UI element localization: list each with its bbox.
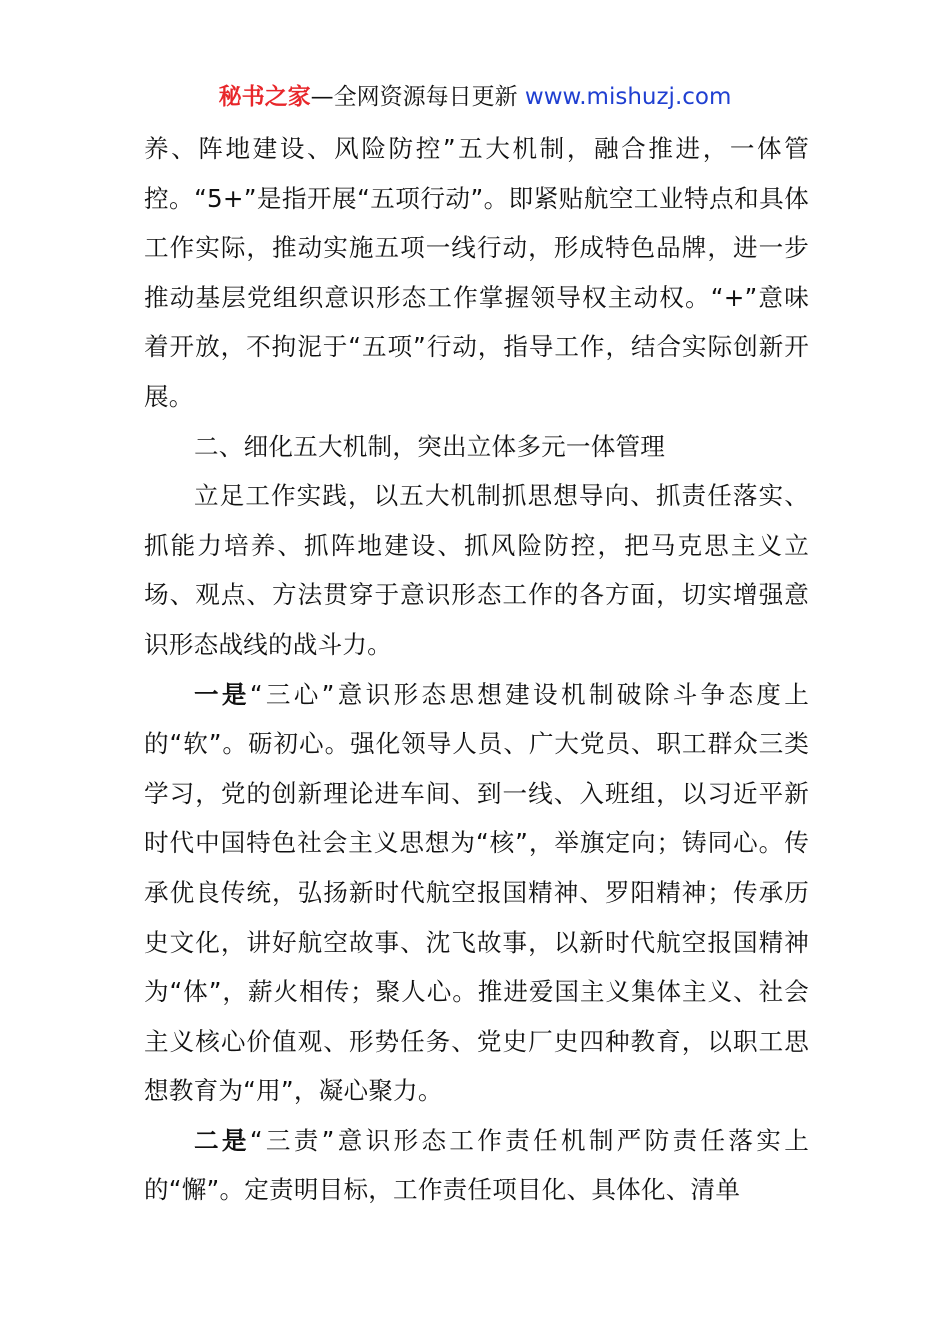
section-heading-text: 二、细化五大机制，突出立体多元一体管理 bbox=[194, 431, 666, 461]
paragraph-text: “三责”意识形态工作责任机制严防责任落实上的“懈”。定责明目标，工作责任项目化、具体化、清单 bbox=[144, 1125, 809, 1205]
paragraph-item-one bbox=[144, 670, 809, 1116]
paragraph-lead: 二是 bbox=[194, 1125, 250, 1155]
site-url[interactable]: www.mishuzj.com bbox=[524, 84, 732, 110]
section-heading bbox=[144, 422, 809, 472]
site-brand: 秘书之家 bbox=[218, 84, 311, 110]
paragraph-continuation bbox=[144, 124, 809, 422]
paragraph-intro bbox=[144, 471, 809, 669]
site-header bbox=[0, 82, 950, 112]
paragraph-item-two bbox=[144, 1116, 809, 1215]
paragraph-lead: 一是 bbox=[194, 679, 250, 709]
paragraph-text: 养、阵地建设、风险防控”五大机制，融合推进，一体管控。“5+”是指开展“五项行动”。即紧贴航空工业特点和具体工作实际，推动实施五项一线行动，形成特色品牌，进一步推动基层党组织意识形态工作掌握领导权主动权。“+”意味着开放，不拘泥于“五项”行动，指导工作，结合实际创新开展。 bbox=[144, 134, 809, 411]
paragraph-text: “三心”意识形态思想建设机制破除斗争态度上的“软”。砺初心。强化领导人员、广大党员、职工群众三类学习，党的创新理论进车间、到一线、入班组，以习近平新时代中国特色社会主义思想为“核”，举旗定向；铸同心。传承优良传统，弘扬新时代航空报国精神、罗阳精神；传承历史文化，讲好航空故事、沈飞故事，以新时代航空报国精神为“体”，薪火相传；聚人心。推进爱国主义集体主义、社会主义核心价值观、形势任务、党史厂史四种教育，以职工思想教育为“用”，凝心聚力。 bbox=[144, 679, 809, 1106]
site-tagline: —全网资源每日更新 bbox=[310, 84, 525, 110]
paragraph-text: 立足工作实践，以五大机制抓思想导向、抓责任落实、抓能力培养、抓阵地建设、抓风险防控，把马克思主义立场、观点、方法贯穿于意识形态工作的各方面，切实增强意识形态战线的战斗力。 bbox=[144, 481, 809, 659]
document-body bbox=[144, 124, 809, 1215]
